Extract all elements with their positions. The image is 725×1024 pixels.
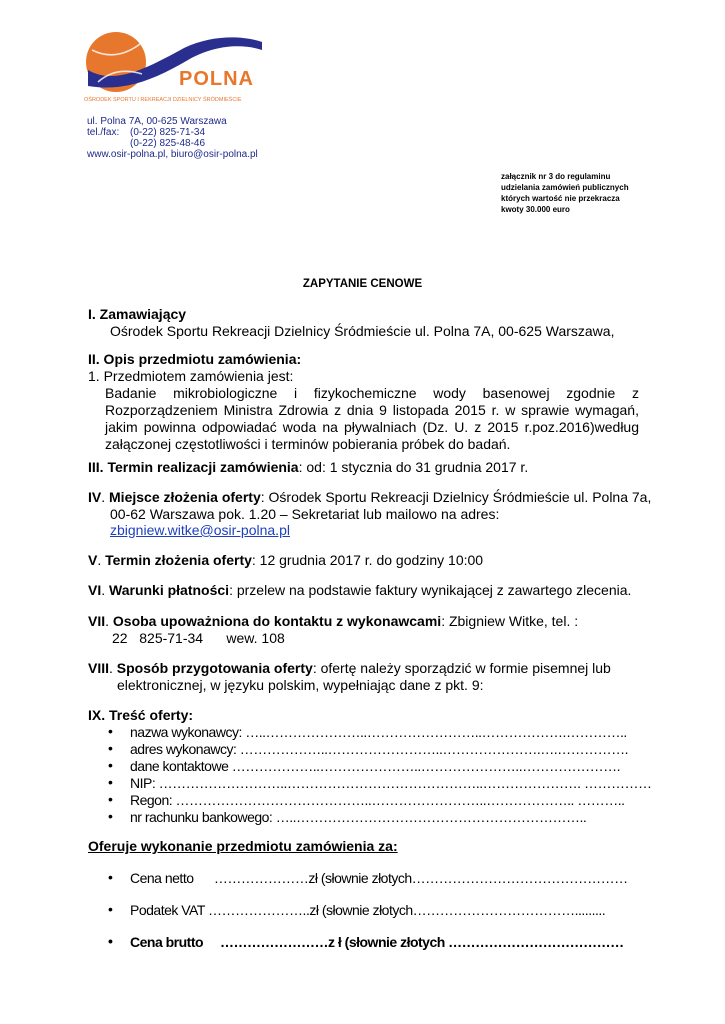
bullet-icon: • xyxy=(108,901,113,917)
list-item: • adres wykonawcy: ………………..……………………..………………….….……………. xyxy=(108,740,628,757)
list-item: • dane kontaktowe ………………..…………………..…………………..…………………. xyxy=(108,757,620,774)
bullet-icon: • xyxy=(108,808,113,824)
logo xyxy=(84,30,274,110)
section-7-heading: Osoba upoważniona do kontaktu z wykonawcami xyxy=(112,613,442,629)
phone-1: (0-22) 825-71-34 xyxy=(130,127,206,138)
annex-line-3: których wartość nie przekracza xyxy=(501,194,620,203)
section-5-heading: Termin złożenia oferty xyxy=(105,552,252,568)
section-7-text: : Zbigniew Witke, tel. : xyxy=(441,613,579,629)
section-5-text: : 12 grudnia 2017 r. do godziny 10:00 xyxy=(251,552,484,568)
list-item: • nr rachunku bankowego: …..……………………………………………………….. xyxy=(108,808,587,825)
offer-gross: Cena brutto ……………………z ł (słownie złotych ………………………………… xyxy=(130,934,624,950)
bullet-icon: • xyxy=(108,757,113,773)
bullet-icon: • xyxy=(108,869,113,885)
section-6: VI. Warunki płatności: przelew na podstawie faktury wynikającej z zawartego zlecenia. xyxy=(88,582,632,598)
offer-net: Cena netto …………………zł (słownie złotych………………………………………… xyxy=(130,870,628,886)
section-4-line-1: IV. Miejsce złożenia oferty: Ośrodek Sportu Rekreacji Dzielnicy Śródmieście ul. Polna 7a, xyxy=(88,489,652,505)
section-8-heading: Sposób przygotowania oferty xyxy=(116,660,313,676)
bullet-icon: • xyxy=(108,774,113,790)
section-7: VII. Osoba upoważniona do kontaktu z wykonawcami: Zbigniew Witke, tel. : xyxy=(88,613,579,629)
list-item: • NIP: ………………………..……………………………………..…………………. …………… xyxy=(108,774,652,791)
bullet-icon: • xyxy=(108,723,113,739)
bullet-icon: • xyxy=(108,791,113,807)
list-item: • nazwa wykonawcy: …..…………………..……………………..……………….………….. xyxy=(108,723,627,740)
section-3 xyxy=(88,459,528,476)
section-8-line-1: VIII. Sposób przygotowania oferty: ofertę należy sporządzić w formie pisemnej lub xyxy=(88,660,611,676)
section-8-num: VIII xyxy=(88,660,110,676)
section-4-num: IV xyxy=(88,489,102,505)
section-7-phone: 22 825-71-34 wew. 108 xyxy=(112,630,285,646)
section-4-text-1: : Ośrodek Sportu Rekreacji Dzielnicy Śródmieście ul. Polna 7a, xyxy=(260,489,652,505)
logo-text: POLNA xyxy=(179,68,254,90)
annex-line-2: udzielania zamówień publicznych xyxy=(501,183,629,192)
phone-2: (0-22) 825-48-46 xyxy=(130,138,206,149)
section-5: V. Termin złożenia oferty: 12 grudnia 2017 r. do godziny 10:00 xyxy=(88,552,484,568)
section-6-num: VI xyxy=(88,582,102,598)
bullet-icon: • xyxy=(108,933,113,949)
section-7-num: VII xyxy=(88,613,106,629)
annex-line-4: kwoty 30.000 euro xyxy=(501,205,570,214)
list-item: • Regon: ……………………………………..……………………..……………….. ……….. xyxy=(108,791,625,808)
offer-heading: Oferuje wykonanie przedmiotu zamówienia za: xyxy=(88,838,398,854)
section-6-heading: Warunki płatności xyxy=(109,582,230,598)
web-email: www.osir-polna.pl, biuro@osir-polna.pl xyxy=(87,149,258,160)
section-2-item-label: 1. Przedmiotem zamówienia jest: xyxy=(88,368,294,384)
section-4-text-2: 00-62 Warszawa pok. 1.20 – Sekretariat lub mailowo na adres: xyxy=(110,506,500,522)
contact-email-link[interactable]: zbigniew.witke@osir-polna.pl xyxy=(110,522,290,538)
section-5-num: V xyxy=(88,552,98,568)
bullet-icon: • xyxy=(108,740,113,756)
offer-gross-row xyxy=(108,934,624,951)
offer-vat: Podatek VAT …………………..zł (słownie złotych………………………………......... xyxy=(130,902,606,918)
annex-note xyxy=(501,171,629,215)
section-1-text: Ośrodek Sportu Rekreacji Dzielnicy Śródmieście ul. Polna 7A, 00-625 Warszawa, xyxy=(110,323,615,339)
offer-vat-row xyxy=(108,902,605,919)
phone-label: tel./fax: xyxy=(87,127,120,138)
section-8-text-1: : ofertę należy sporządzić w formie pisemnej lub xyxy=(312,660,611,676)
address: ul. Polna 7A, 00-625 Warszawa xyxy=(87,116,227,127)
section-3-heading: III. Termin realizacji zamówienia xyxy=(88,459,299,475)
section-1-heading: I. Zamawiający xyxy=(88,306,187,322)
section-9-heading: IX. Treść oferty: xyxy=(88,707,194,723)
section-3-text: : od: 1 stycznia do 31 grudnia 2017 r. xyxy=(298,459,529,475)
section-6-text: : przelew na podstawie faktury wynikającej z zawartego zlecenia. xyxy=(229,582,632,598)
logo-subtitle: OŚRODEK SPORTU I REKREACJI DZIELNICY ŚRÓDMIEŚCIE xyxy=(84,97,242,103)
annex-line-1: załącznik nr 3 do regulaminu xyxy=(501,172,611,181)
section-2-item-text: Badanie mikrobiologiczne i fizykochemiczne wody basenowej zgodnie z Rozporządzeniem Ministra Zdrowia z dnia 9 listopada 2015 r. w sprawie wymagań, jakim powinna odpowiadać woda na pływalniach (Dz. U. z 2015 r.poz.2016)według załączonej częstotliwości i terminów pobierania próbek do badań. xyxy=(105,385,639,452)
page-title: ZAPYTANIE CENOWE xyxy=(302,278,423,290)
offer-net-row xyxy=(108,870,628,887)
section-8-text-2: elektronicznej, w języku polskim, wypełniając dane z pkt. 9: xyxy=(117,677,484,693)
section-2-heading: II. Opis przedmiotu zamówienia: xyxy=(88,351,302,367)
section-4-heading: Miejsce złożenia oferty xyxy=(109,489,261,505)
